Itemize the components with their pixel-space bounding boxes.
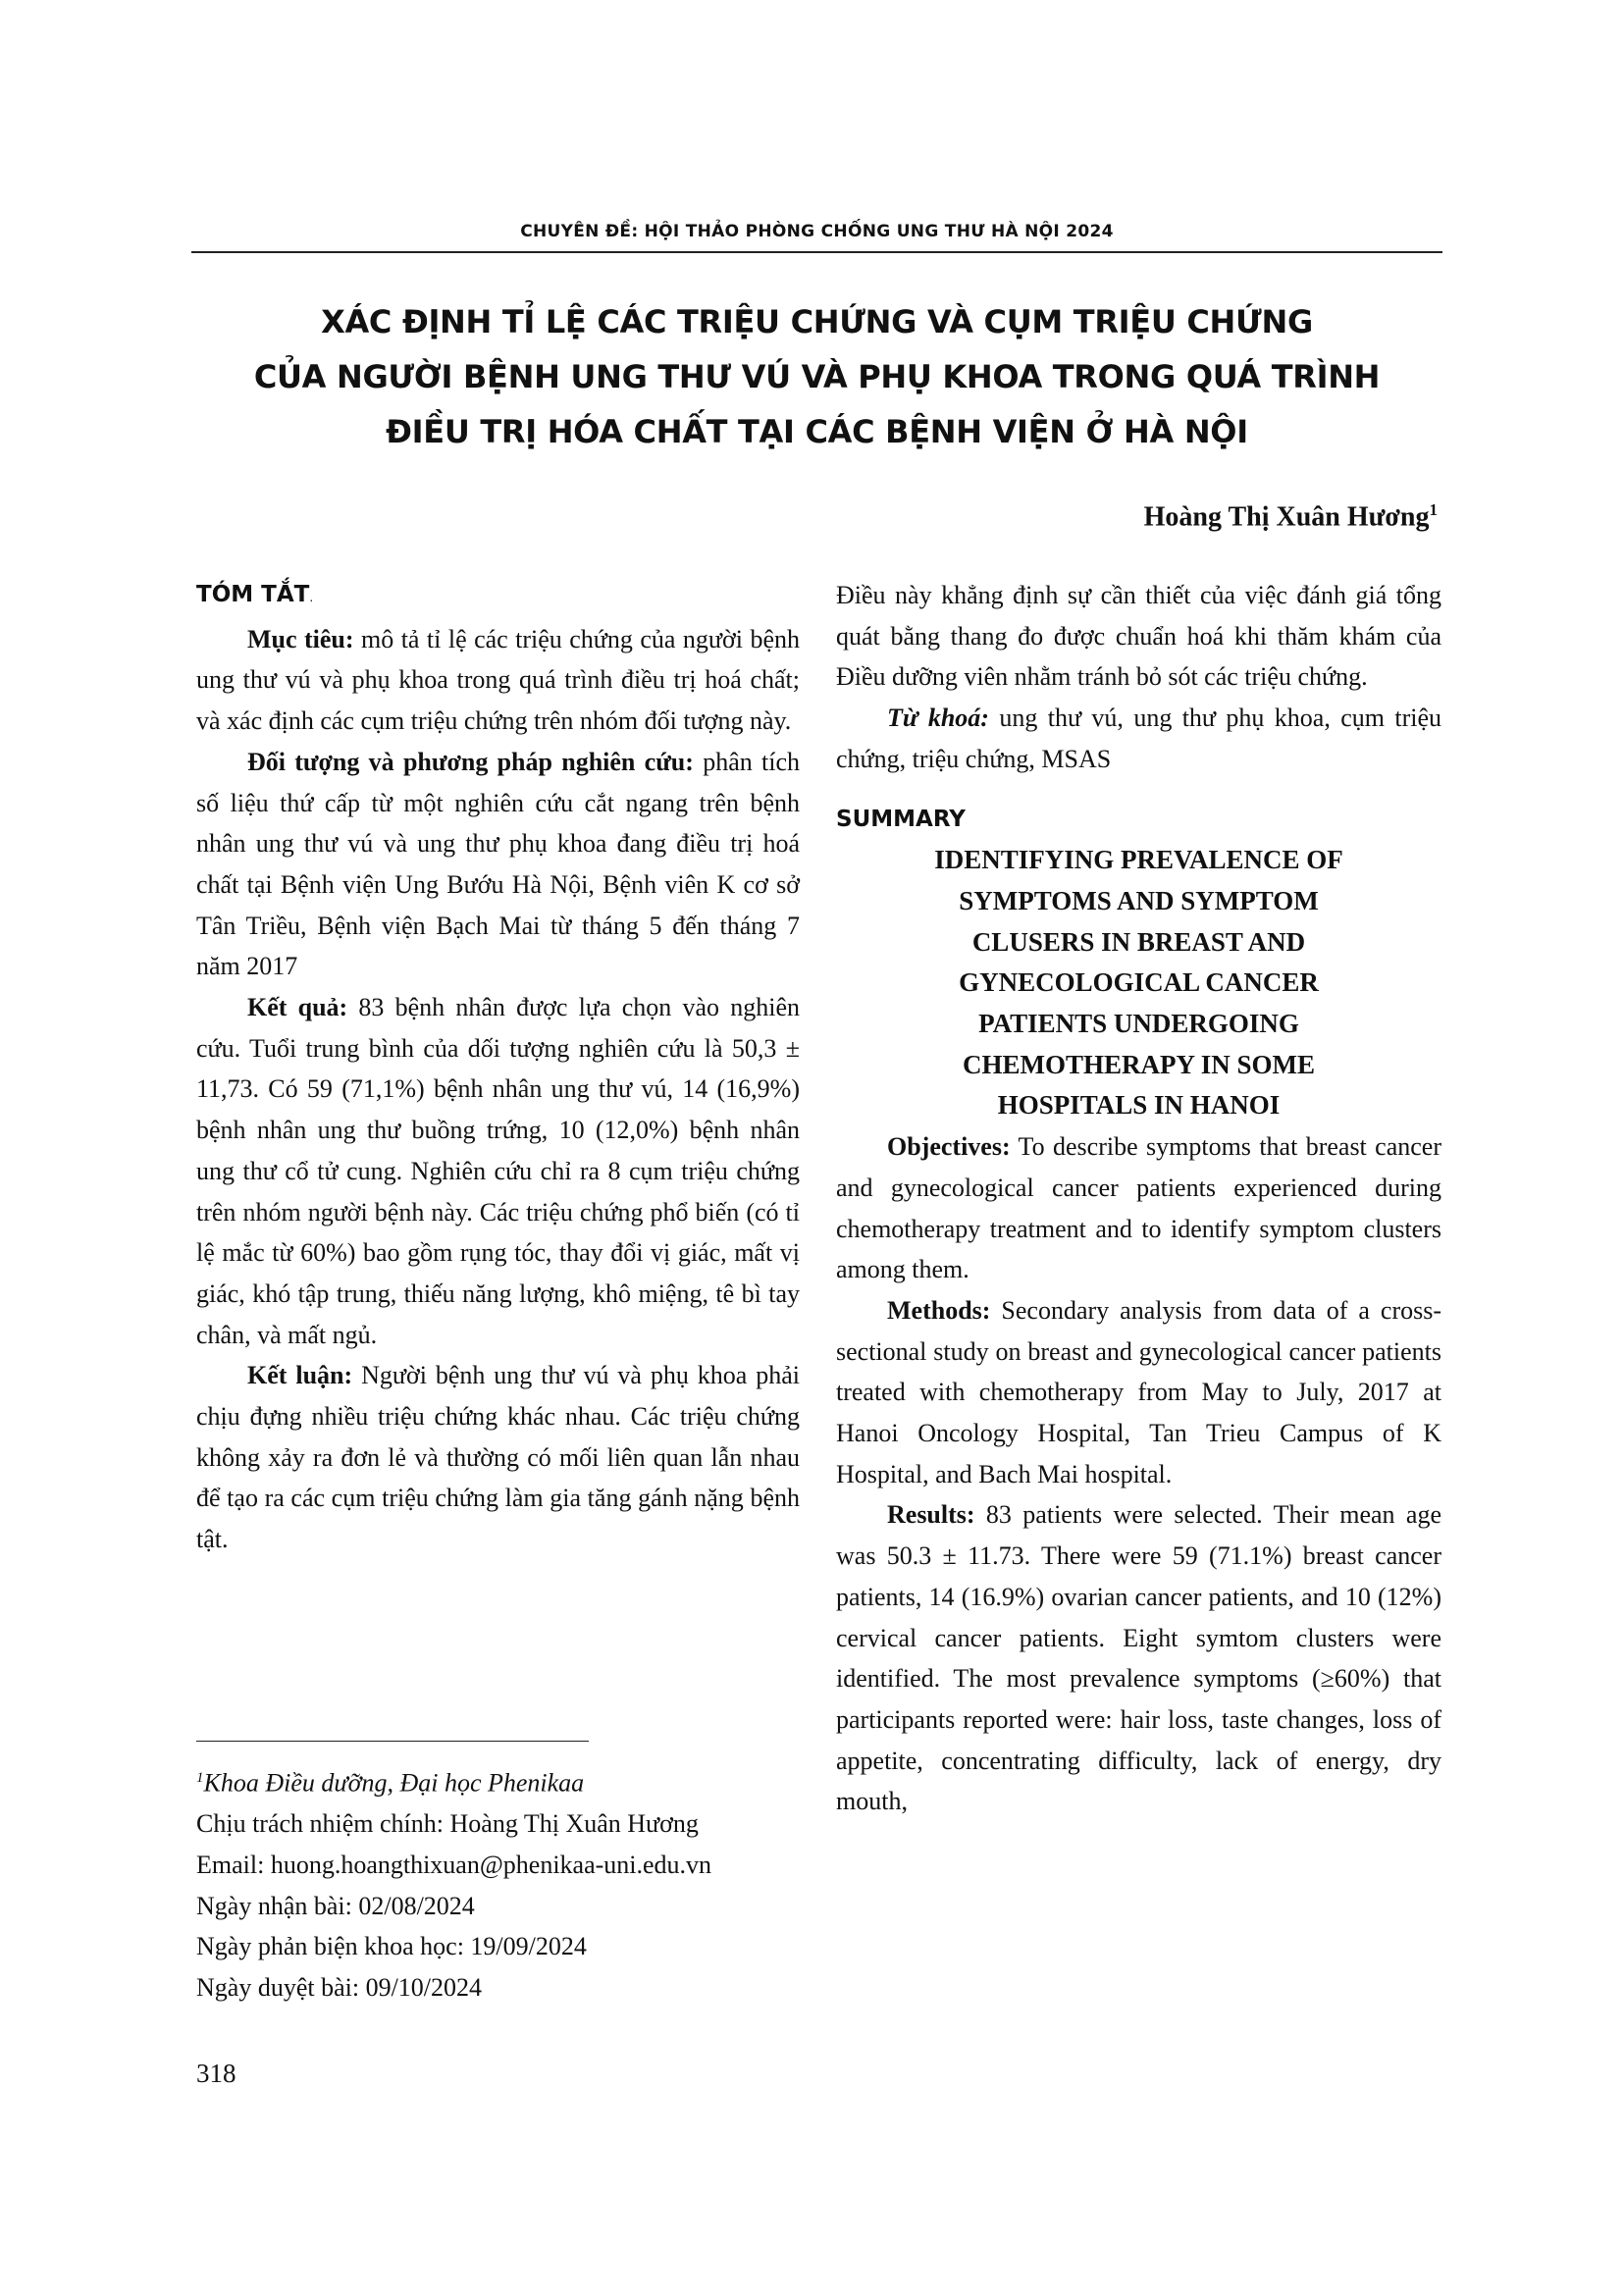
footnote-affiliation: [196, 1758, 824, 1803]
summary-title-line: HOSPITALS IN HANOI: [997, 1090, 1281, 1121]
results-text: 83 bệnh nhân được lựa chọn vào nghiên cứu. Tuổi trung bình của dối tượng nghiên cứu là 50,3 ± 11,73. Có 59 (71,1%) bệnh nhân ung thư vú, 14 (16,9%) bệnh nhân ung thư buồng trứng, 10 (12,0%) bệnh nhân ung thư cổ tử cung. Nghiên cứu chỉ ra 8 cụm triệu chứng trên nhóm người bệnh này. Các triệu chứng phổ biến (có tỉ lệ mắc từ 60%) bao gồm rụng tóc, thay đổi vị giác, mất vị giác, khó tập trung, thiếu năng lượng, khô miệng, tê bì tay chân, và mất ngủ.: [196, 993, 800, 1349]
summary-title-line: GYNECOLOGICAL CANCER: [959, 967, 1319, 998]
footnote-affiliation-text: Khoa Điều dưỡng, Đại học Phenikaa: [203, 1768, 585, 1798]
summary-methods-text: Secondary analysis from data of a cross-sectional study on breast and gynecological cancer patients treated with chemotherapy from May to July, 2017 at Hanoi Oncology Hospital, Tan Trieu Campus of K Hospital, and Bach Mai hospital.: [836, 1295, 1441, 1488]
title-line: CỦA NGƯỜI BỆNH UNG THƯ VÚ VÀ PHỤ KHOA TRONG QUÁ TRÌNH: [253, 358, 1381, 395]
footnote-email: Email: huong.hoangthixuan@phenikaa-uni.edu.vn: [196, 1851, 712, 1880]
header-rule: [191, 251, 1442, 253]
summary-objectives-text: To describe symptoms that breast cancer and gynecological cancer patients experienced during chemotherapy treatment and to identify symptom clusters among them.: [836, 1132, 1441, 1284]
footnote-reviewed: Ngày phản biện khoa học: 19/09/2024: [196, 1932, 587, 1961]
footnote-received: Ngày nhận bài: 02/08/2024: [196, 1891, 475, 1920]
footnote-corresponding: Chịu trách nhiệm chính: Hoàng Thị Xuân Hương: [196, 1809, 699, 1839]
abstract-conclusion: [196, 1355, 800, 1560]
footnotes: [196, 1758, 824, 2009]
objective-text: mô tả tỉ lệ các triệu chứng của người bệnh ung thư vú và phụ khoa trong quá trình điều trị hoá chất; và xác định các cụm triệu chứng trên nhóm đối tượng này.: [196, 624, 800, 736]
abstract-objective: [196, 619, 800, 742]
keywords-text: ung thư vú, ung thư phụ khoa, cụm triệu chứng, triệu chứng, MSAS: [836, 704, 1441, 773]
methods-label: Đối tượng và phương pháp nghiên cứu:: [247, 747, 694, 776]
objective-label: Mục tiêu:: [247, 624, 354, 653]
author-text: Hoàng Thị Xuân Hương: [1143, 501, 1430, 533]
summary-objectives: [836, 1126, 1441, 1290]
conclusion-label: Kết luận:: [247, 1361, 353, 1390]
abstract-methods: [196, 742, 800, 987]
keywords: [836, 698, 1441, 779]
abstract-results: [196, 987, 800, 1355]
left-column: [196, 575, 800, 1560]
footnote-affiliation-mark: 1: [196, 1770, 204, 1786]
footnote-accepted: Ngày duyệt bài: 09/10/2024: [196, 1973, 483, 2003]
summary-results-text: 83 patients were selected. Their mean age was 50.3 ± 11.73. There were 59 (71.1%) breast cancer patients, 14 (16.9%) ovarian cancer patients, and 10 (12%) cervical cancer patients. Eight symtom clusters were identified. The most prevalence symptoms (≥60%) that participants reported were: hair loss, taste changes, loss of appetite, concentrating difficulty, lack of energy, dry mouth,: [836, 1500, 1441, 1816]
conclusion-continued: Điều này khẳng định sự cần thiết của việc đánh giá tổng quát bằng thang đo được chuẩn hoá khi thăm khám của Điều dưỡng viên nhằm tránh bỏ sót các triệu chứng.: [836, 581, 1441, 692]
abstract-heading-text: TÓM TẮT: [196, 582, 310, 607]
results-label: Kết quả:: [247, 993, 348, 1022]
running-header: CHUYÊN ĐỀ: HỘI THẢO PHÒNG CHỐNG UNG THƯ HÀ NỘI 2024: [520, 222, 1114, 241]
summary-heading: SUMMARY: [836, 806, 966, 832]
footnote-rule: [196, 1741, 589, 1742]
page-number: 318: [196, 2059, 236, 2088]
title-line: XÁC ĐỊNH TỈ LỆ CÁC TRIỆU CHỨNG VÀ CỤM TRIỆU CHỨNG: [321, 303, 1313, 340]
summary-title-line: SYMPTOMS AND SYMPTOM: [959, 885, 1319, 915]
summary-methods-label: Methods:: [887, 1295, 991, 1325]
summary-title-line: CLUSERS IN BREAST AND: [971, 926, 1306, 957]
abstract-heading-dot: .: [309, 591, 314, 604]
summary-title-line: IDENTIFYING PREVALENCE OF: [934, 845, 1343, 875]
summary-title-line: PATIENTS UNDERGOING: [978, 1009, 1299, 1039]
keywords-label: Từ khoá:: [887, 704, 989, 733]
summary-title: [836, 840, 1441, 1126]
summary-title-line: CHEMOTHERAPY IN SOME: [962, 1049, 1315, 1079]
article-title: [191, 294, 1442, 459]
right-column: [836, 575, 1441, 1822]
summary-results: [836, 1494, 1441, 1822]
summary-results-label: Results:: [887, 1500, 975, 1530]
title-line: ĐIỀU TRỊ HÓA CHẤT TẠI CÁC BỆNH VIỆN Ở HÀ NỘI: [386, 413, 1248, 450]
methods-text: phân tích số liệu thứ cấp từ một nghiên cứu cắt ngang trên bệnh nhân ung thư vú và ung thư phụ khoa đang điều trị hoá chất tại Bệnh viện Ung Bướu Hà Nội, Bệnh viên K cơ sở Tân Triều, Bệnh viện Bạch Mai từ tháng 5 đến tháng 7 năm 2017: [196, 747, 800, 981]
author-name: [1144, 500, 1438, 533]
summary-objectives-label: Objectives:: [887, 1132, 1011, 1162]
abstract-heading: [196, 575, 800, 619]
summary-methods: [836, 1290, 1441, 1495]
author-affiliation-mark: 1: [1429, 500, 1438, 519]
conclusion-text: Người bệnh ung thư vú và phụ khoa phải chịu đựng nhiều triệu chứng khác nhau. Các triệu chứng không xảy ra đơn lẻ và thường có mối liên quan lẫn nhau để tạo ra các cụm triệu chứng làm gia tăng gánh nặng bệnh tật.: [196, 1361, 800, 1554]
